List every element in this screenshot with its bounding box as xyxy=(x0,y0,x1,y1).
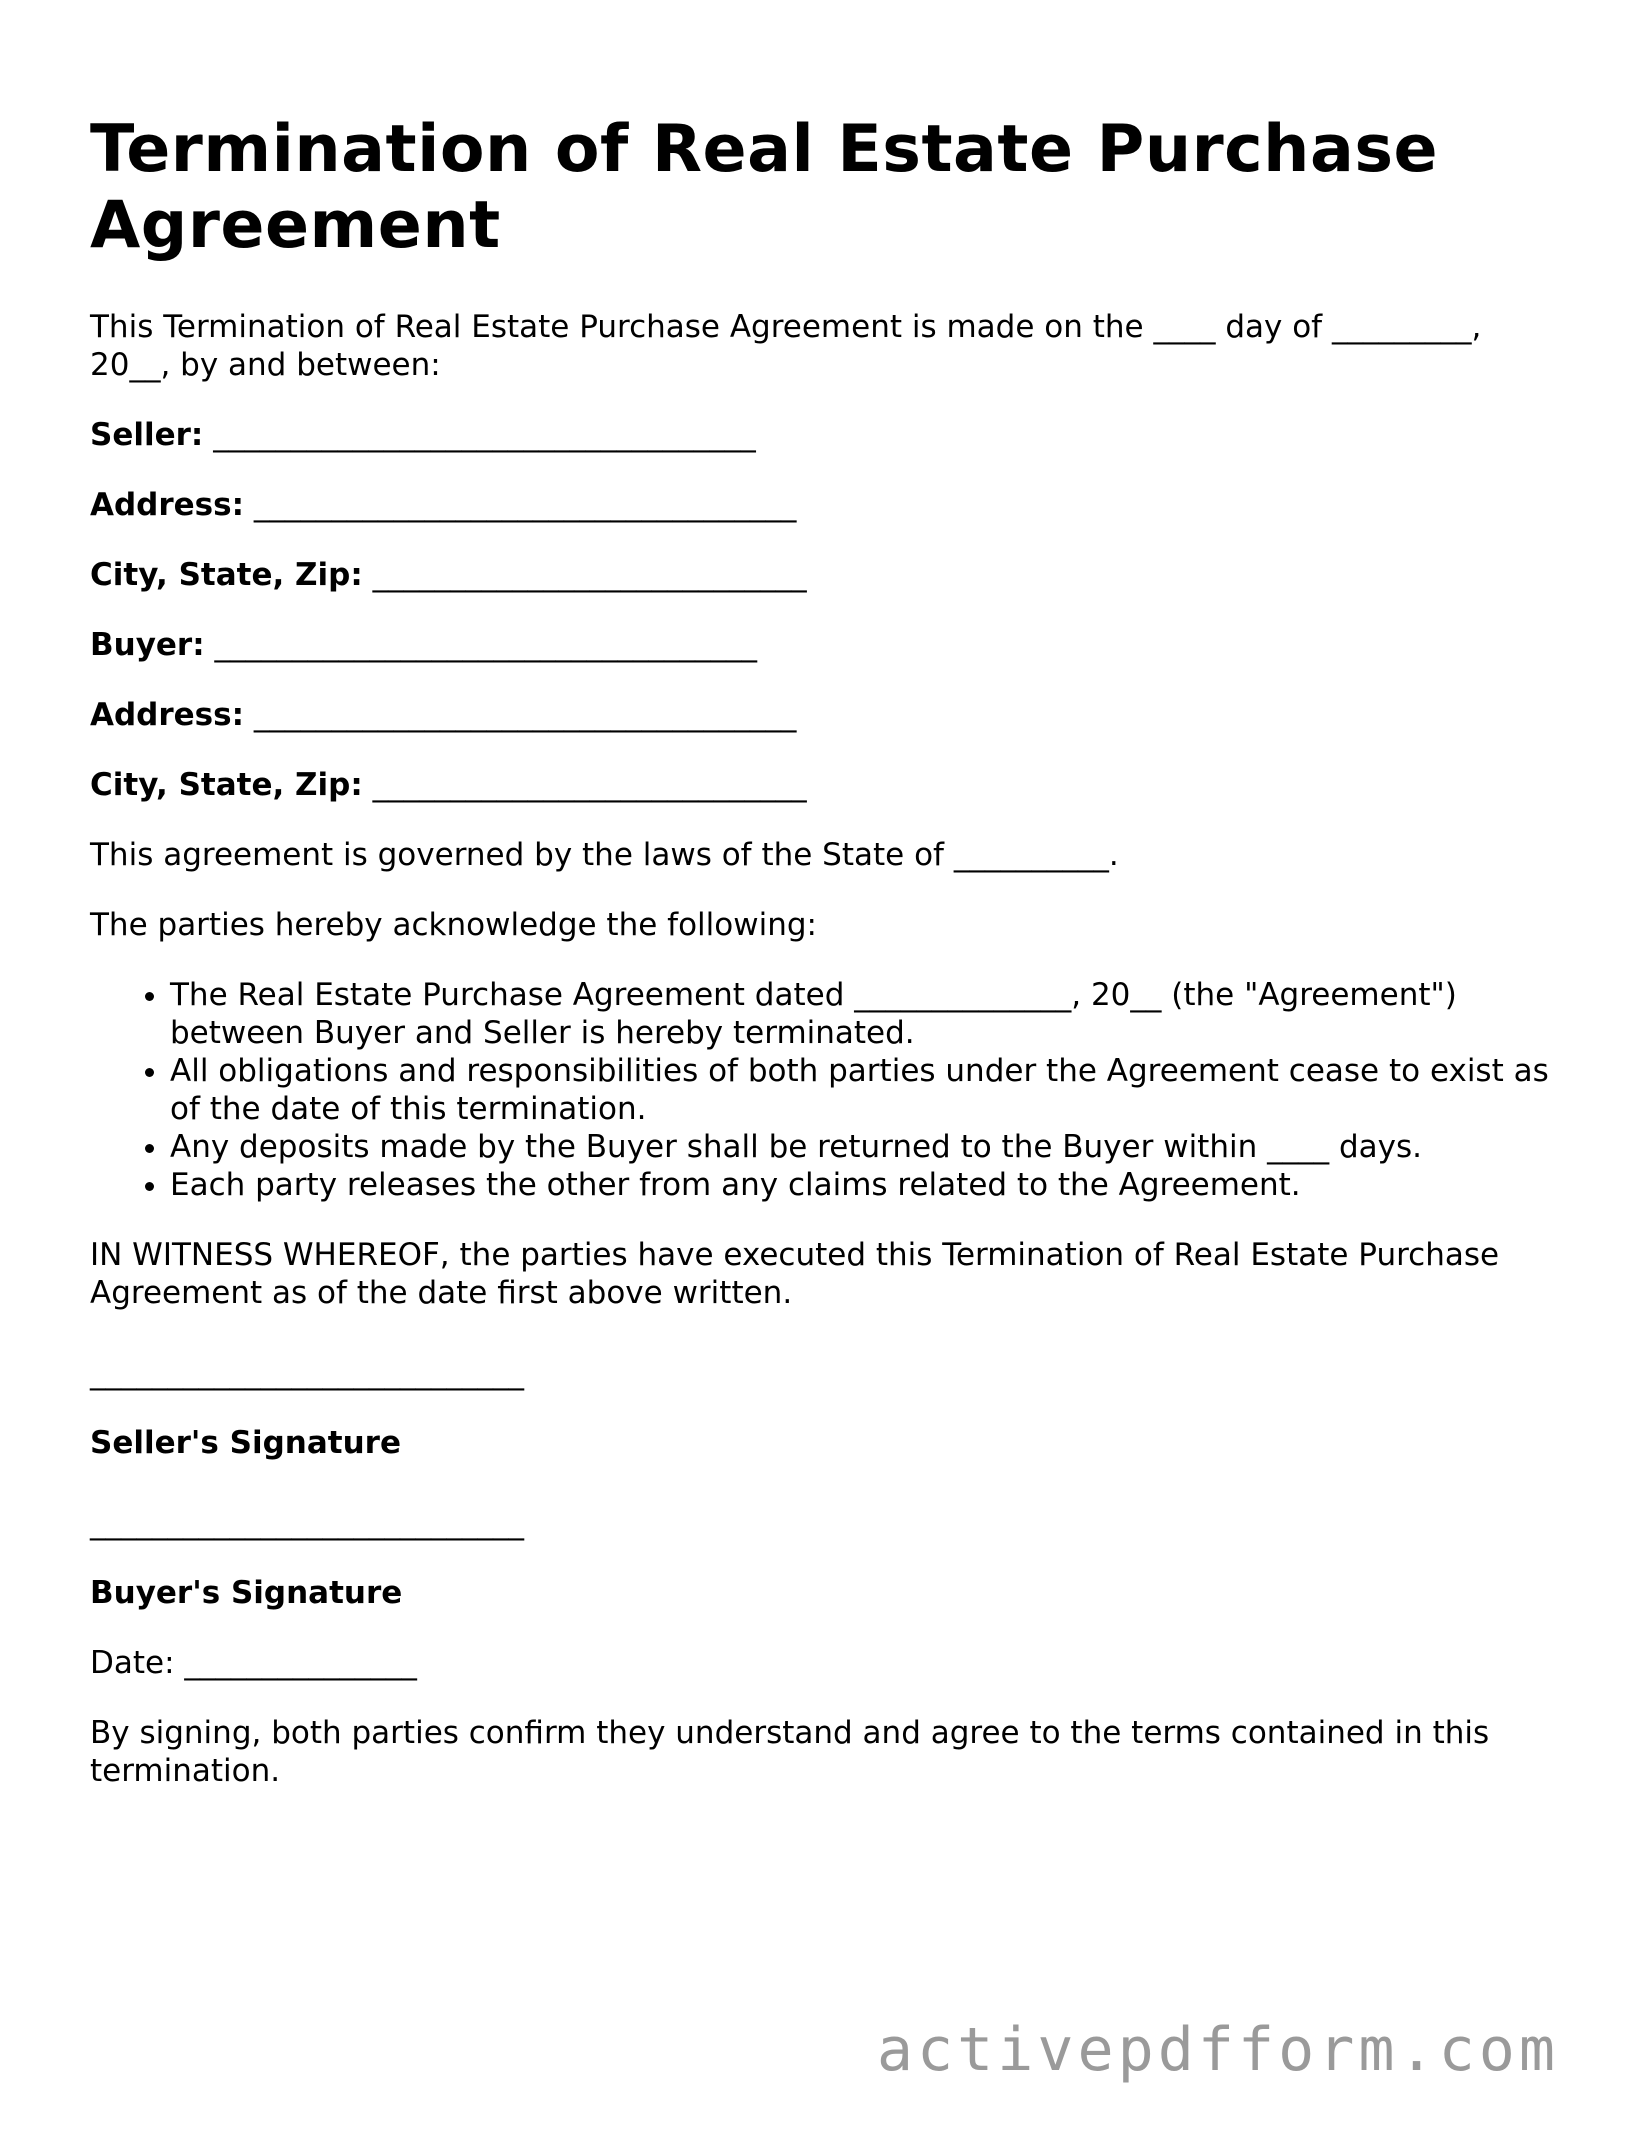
governing-law-paragraph: This agreement is governed by the laws of the State of __________. xyxy=(90,837,1119,873)
terms-list xyxy=(90,976,1560,1204)
buyer-address-field xyxy=(90,696,1560,734)
buyer-label: Buyer: xyxy=(90,627,205,663)
seller-city-state-zip-blank: ____________________________ xyxy=(372,557,807,593)
witness-paragraph: IN WITNESS WHEREOF, the parties have executed this Termination of Real Estate Purchase Agreement as of the date first above written. xyxy=(90,1237,1500,1311)
list-item: • Any deposits made by the Buyer shall be returned to the Buyer within ____ days. xyxy=(170,1128,1560,1166)
list-item: • Each party releases the other from any claims related to the Agreement. xyxy=(170,1166,1560,1204)
buyer-field xyxy=(90,626,1560,664)
seller-address-field xyxy=(90,486,1560,524)
seller-address-label: Address: xyxy=(90,487,244,523)
watermark: activepdfform.com xyxy=(876,2015,1559,2085)
list-item: • The Real Estate Purchase Agreement dated ______________, 20__ (the "Agreement") between Buyer and Seller is hereby terminated. xyxy=(170,976,1560,1052)
buyer-address-blank: ___________________________________ xyxy=(253,697,797,733)
intro-paragraph: This Termination of Real Estate Purchase Agreement is made on the ____ day of _________, 20__, by and between: xyxy=(90,309,1482,383)
seller-signature-line: ____________________________ xyxy=(90,1355,524,1391)
seller-label: Seller: xyxy=(90,417,204,453)
seller-blank: ___________________________________ xyxy=(213,417,756,453)
date-field: Date: _______________ xyxy=(90,1645,417,1681)
seller-field xyxy=(90,416,1560,454)
buyer-city-state-zip-blank: ____________________________ xyxy=(372,767,807,803)
document-page xyxy=(90,112,1560,1790)
buyer-signature-label: Buyer's Signature xyxy=(90,1575,403,1611)
acknowledge-paragraph: The parties hereby acknowledge the following: xyxy=(90,907,817,943)
buyer-blank: ___________________________________ xyxy=(214,627,757,663)
document-title: Termination of Real Estate Purchase Agreement xyxy=(90,112,1439,263)
buyer-city-state-zip-field xyxy=(90,766,1560,804)
closing-paragraph: By signing, both parties confirm they understand and agree to the terms contained in this termination. xyxy=(90,1715,1490,1789)
seller-city-state-zip-field xyxy=(90,556,1560,594)
seller-address-blank: ___________________________________ xyxy=(253,487,797,523)
buyer-signature-line: ____________________________ xyxy=(90,1505,524,1541)
buyer-address-label: Address: xyxy=(90,697,244,733)
seller-signature-label: Seller's Signature xyxy=(90,1425,401,1461)
list-item: • All obligations and responsibilities of both parties under the Agreement cease to exist as of the date of this termination. xyxy=(170,1052,1560,1128)
buyer-city-state-zip-label: City, State, Zip: xyxy=(90,767,363,803)
seller-city-state-zip-label: City, State, Zip: xyxy=(90,557,363,593)
